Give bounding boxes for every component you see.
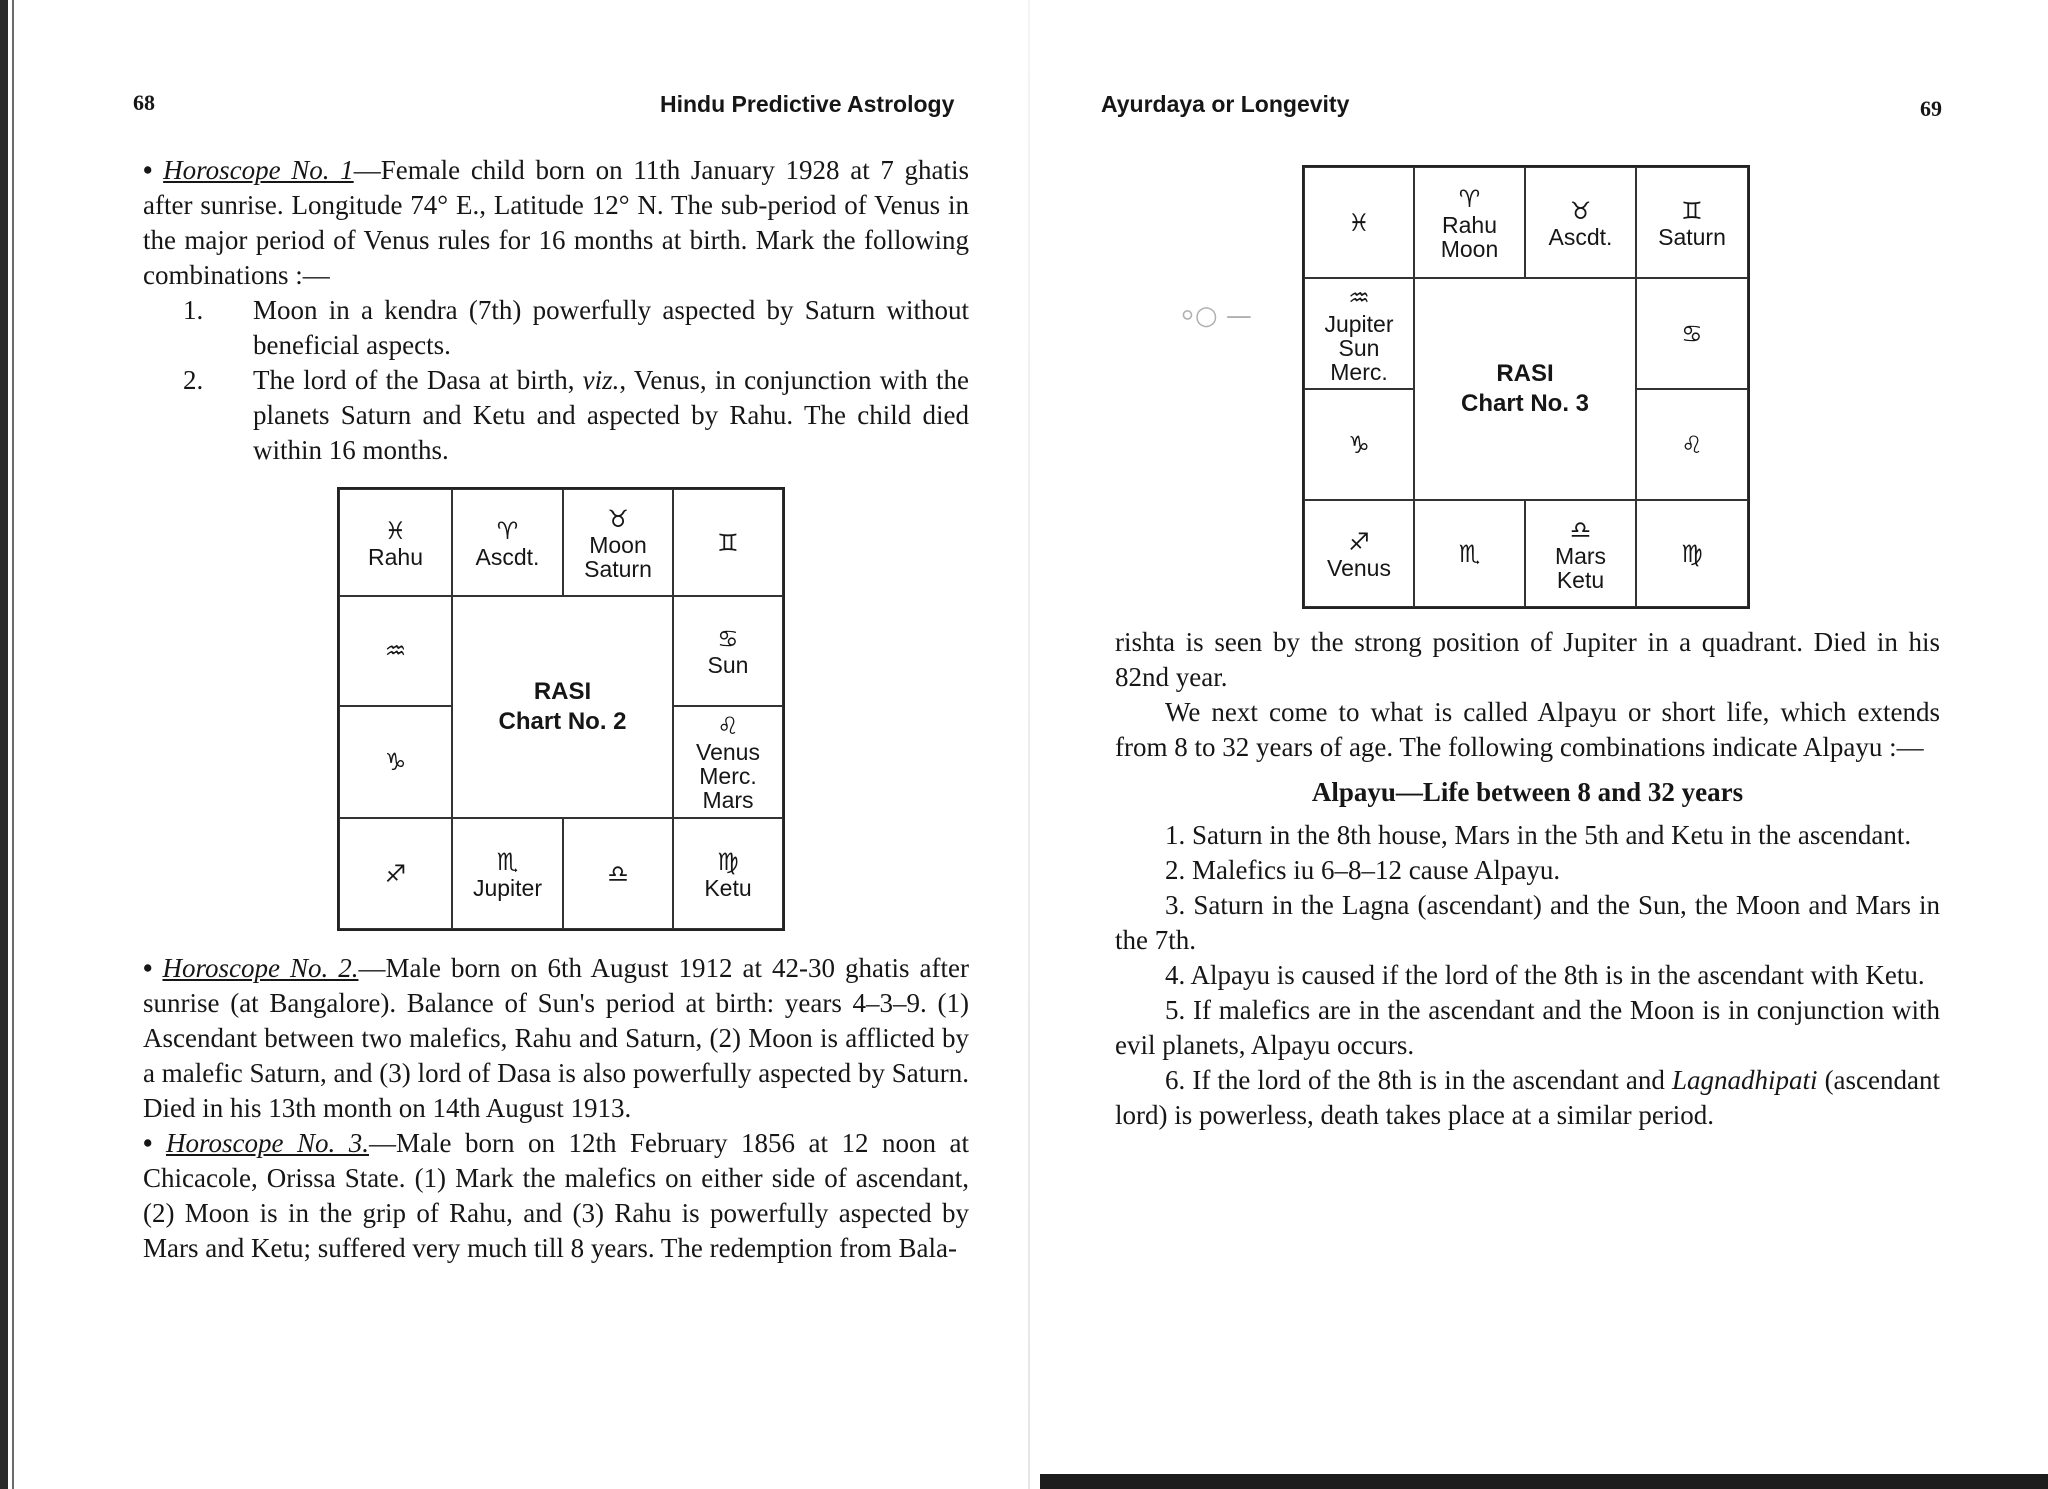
alpayu-heading: Alpayu—Life between 8 and 32 years [1311, 777, 1744, 807]
horoscope-1-label: Horoscope No. 1 [163, 155, 354, 185]
page-number: 68 [133, 90, 155, 115]
scorpio-sign-icon: ♏ [496, 847, 519, 876]
list-item: 3. Saturn in the Lagna (ascendant) and the Sun, the Moon and Mars in the 7th. [1115, 890, 1941, 955]
running-head: Ayurdaya or Longevity [1101, 91, 1350, 117]
chart3-aries: ♈ Rahu Moon [1414, 167, 1525, 278]
chart2-aquarius [339, 596, 452, 706]
pencil-mark: ⸰○ — [1180, 301, 1252, 331]
sagittarius-sign-icon: ♐ [1348, 527, 1370, 556]
horoscope-3-text: —Male born on 12th February 1856 at 12 noon at Chicacole, Orissa State. (1) Mark the malefics on either side of ascendant, (2) Moon is in the grip of Rahu, and (3) Rahu is powerfully aspected by Mars and Ketu; suffered very much till 8 years. The redemption from Bala- [143, 1128, 969, 1263]
right-text-block [1115, 625, 1940, 1133]
list-item: 2. Malefics iu 6–8–12 cause Alpayu. [1165, 855, 1561, 885]
chart2-scorpio: ♏ Jupiter [452, 818, 563, 929]
horoscope-2-paragraph: • Horoscope No. 2.—Male born on 6th August 1912 at 42-30 ghatis after sunrise (at Bangalore). Balance of Sun's period at birth: years 4–3–9. (1) Ascendant between two malefics, Rahu and Saturn, (2) Moon is afflicted by a malefic Saturn, and (3) lord of Dasa is also powerfully aspected by Saturn. Died in his 13th month on 14th August 1913. [143, 953, 969, 1123]
list-item: 5. If malefics are in the ascendant and the Moon is in conjunction with evil planets, Alpayu occurs. [1115, 995, 1940, 1060]
taurus-sign-icon: ♉ [1569, 196, 1592, 225]
chart2-capricorn [339, 706, 452, 818]
running-head: Hindu Predictive Astrology [660, 91, 955, 117]
libra-sign-icon: ♎ [607, 859, 629, 888]
alpayu-intro: We next come to what is called Alpayu or short life, which extends from 8 to 32 years of age. The following combinations indicate Alpayu :— [1115, 697, 1940, 762]
chart3-taurus: ♉ Ascdt. [1525, 167, 1636, 278]
chart3-capricorn [1304, 389, 1414, 500]
libra-sign-icon: ♎ [1569, 515, 1592, 544]
horoscope-3-label: Horoscope No. 3. [165, 1128, 369, 1158]
chart2-sagittarius [339, 818, 452, 929]
list-item: 6. If the lord of the 8th is in the ascendant and Lagnadhipati (ascendant lord) is powerless, death takes place at a similar period. [1115, 1065, 1941, 1130]
horoscope-2-label: Horoscope No. 2. [162, 953, 359, 983]
chart3-aquarius: ♒ Jupiter Sun Merc. [1304, 278, 1414, 389]
chart3-scorpio [1414, 500, 1525, 607]
horoscope-3-paragraph: • Horoscope No. 3.—Male born on 12th February 1856 at 12 noon at Chicacole, Orissa State. (1) Mark the malefics on either side of ascendant, (2) Moon is in the grip of Rahu, and (3) Rahu is powerfully aspected by Mars and Ketu; suffered very much till 8 years. The redemption from Bala- [143, 1128, 969, 1263]
virgo-sign-icon: ♍ [717, 847, 739, 876]
rasi-chart-3 [1302, 165, 1750, 609]
cancer-sign-icon: ♋ [717, 625, 739, 653]
gemini-sign-icon: ♊ [1681, 196, 1703, 225]
taurus-sign-icon: ♉ [607, 504, 629, 533]
chart2-cancer: ♋ Sun [673, 596, 783, 706]
chart2-virgo: ♍ Ketu [673, 818, 783, 929]
chart3-sagittarius: ♐ Venus [1304, 500, 1414, 607]
chart2-libra [563, 818, 673, 929]
chart2-taurus: ♉ Moon Saturn [563, 489, 673, 596]
chart3-libra: ♎ Mars Ketu [1525, 500, 1636, 607]
list-item: 2. The lord of the Dasa at birth, viz., Venus, in conjunction with the planets Saturn and Ketu and aspected by Rahu. The child died within 16 months. [183, 365, 969, 465]
chart2-aries: ♈ Ascdt. [452, 489, 563, 596]
list-item: 1. Saturn in the 8th house, Mars in the 5th and Ketu in the ascendant. [1165, 820, 1912, 850]
aquarius-sign-icon: ♒ [1348, 283, 1370, 312]
aries-sign-icon: ♈ [1458, 184, 1481, 213]
chart2-center: RASI Chart No. 2 [452, 596, 673, 818]
rasi-chart-2 [337, 487, 785, 931]
chart2-gemini [673, 489, 783, 596]
horoscope-2-text: —Male born on 6th August 1912 at 42-30 ghatis after sunrise (at Bangalore). Balance of Sun's period at birth: years 4–3–9. (1) Ascendant between two malefics, Rahu and Saturn, (2) Moon is afflicted by a malefic Saturn, and (3) lord of Dasa is also powerfully aspected by Saturn. Died in his 13th month on 14th August 1913. [143, 953, 969, 1123]
scorpio-sign-icon: ♏ [1458, 539, 1481, 568]
horoscope-1-block [143, 153, 969, 468]
horoscope-1-intro: • Horoscope No. 1—Female child born on 11th January 1928 at 7 ghatis after sunrise. Longitude 74° E., Latitude 12° N. The sub-period of Venus in the major period of Venus rules for 16 months at birth. Mark the following combinations :— [143, 155, 969, 290]
leo-sign-icon: ♌ [717, 712, 739, 740]
leo-sign-icon: ♌ [1681, 430, 1703, 459]
chart2-pisces: ♓ Rahu [339, 489, 452, 596]
sagittarius-sign-icon: ♐ [384, 859, 407, 888]
list-item: 4. Alpayu is caused if the lord of the 8th is in the ascendant with Ketu. [1165, 960, 1925, 990]
virgo-sign-icon: ♍ [1681, 539, 1703, 568]
page-number: 69 [1920, 96, 1942, 121]
chart3-leo [1636, 389, 1748, 500]
chart3-pisces [1304, 167, 1414, 278]
chart3-center: RASI Chart No. 3 [1414, 278, 1636, 500]
aquarius-sign-icon: ♒ [384, 637, 407, 665]
cancer-sign-icon: ♋ [1681, 319, 1703, 348]
horoscope-1-text: —Female child born on 11th January 1928 at 7 ghatis after sunrise. Longitude 74° E., Latitude 12° N. The sub-period of Venus in the major period of Venus rules for 16 months at birth. Mark the following combinations :— [143, 155, 969, 290]
chart2-leo: ♌ Venus Merc. Mars [673, 706, 783, 818]
gemini-sign-icon: ♊ [717, 528, 739, 557]
pisces-sign-icon: ♓ [384, 516, 407, 545]
list-item: 1. Moon in a kendra (7th) powerfully aspected by Saturn without beneficial aspects. [183, 295, 969, 360]
chart3-virgo [1636, 500, 1748, 607]
aries-sign-icon: ♈ [496, 516, 519, 545]
pisces-sign-icon: ♓ [1348, 208, 1370, 237]
capricorn-sign-icon: ♑ [384, 748, 407, 776]
capricorn-sign-icon: ♑ [1348, 430, 1370, 459]
chart3-cancer [1636, 278, 1748, 389]
chart3-gemini: ♊ Saturn [1636, 167, 1748, 278]
continuation-paragraph: rishta is seen by the strong position of Jupiter in a quadrant. Died in his 82nd year. [1115, 627, 1940, 692]
horoscope-2-3-block [143, 951, 969, 1266]
